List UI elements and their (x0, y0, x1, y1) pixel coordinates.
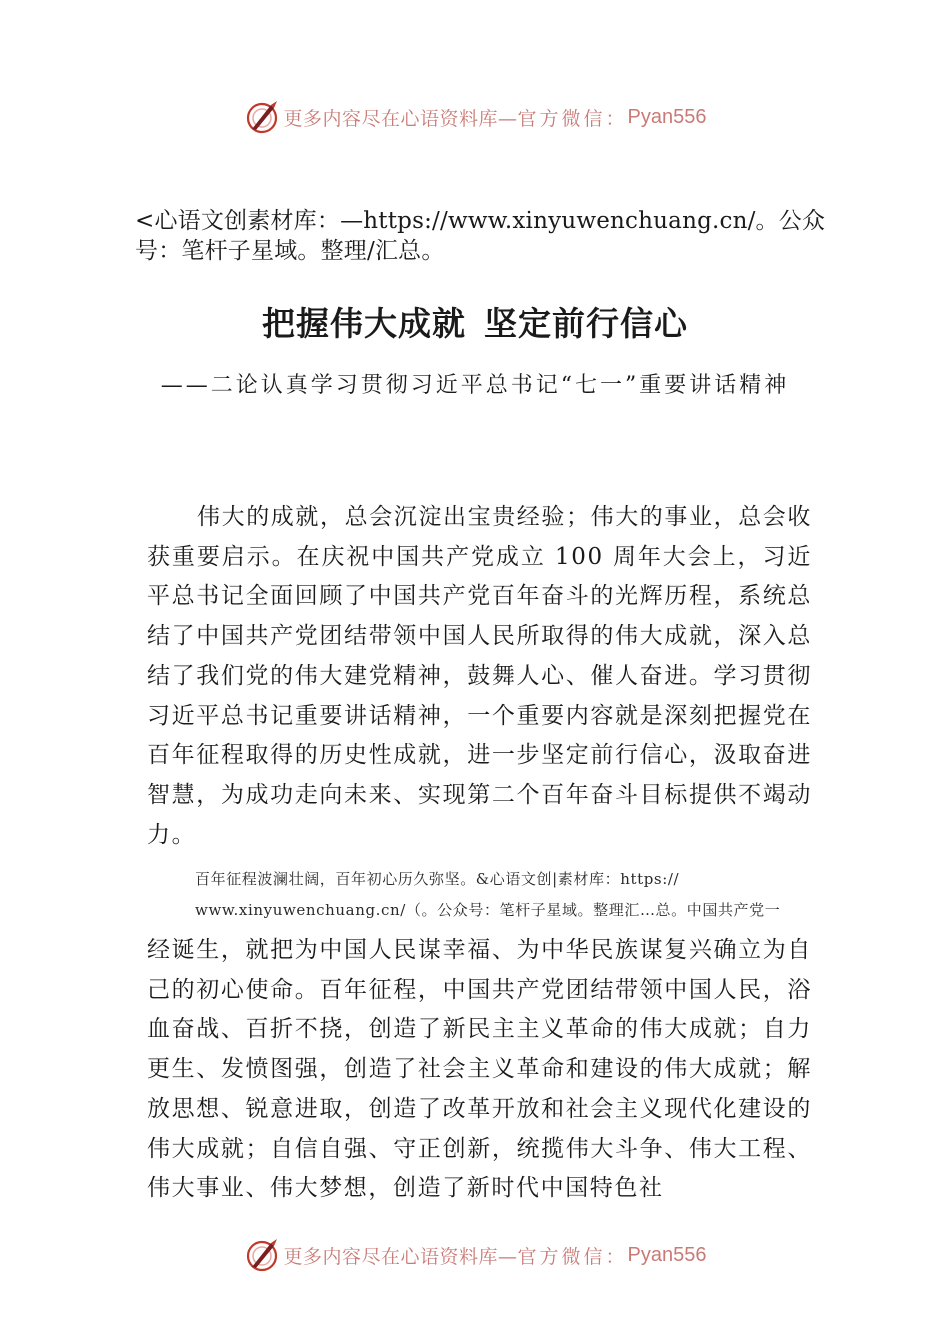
footer-banner (0, 1230, 950, 1280)
banner-wechat-id: Pyan556 (627, 1243, 707, 1266)
title-part-2: 坚定前行信心 (484, 304, 688, 343)
quill-logo-icon (244, 1237, 280, 1273)
source-note: <心语文创素材库：—https://www.xinyuwenchuang.cn/。公众号：笔杆子星域。整理/汇总。 (135, 208, 826, 264)
banner-wechat-label: 官方微信： (517, 1245, 628, 1268)
banner-wechat-label: 官方微信： (517, 107, 628, 130)
watermark-note (195, 864, 835, 926)
banner-text: 更多内容尽在心语资料库— (283, 1245, 518, 1268)
banner-wechat-id: Pyan556 (627, 105, 707, 128)
article-title (0, 298, 950, 345)
banner-text: 更多内容尽在心语资料库— (283, 107, 518, 130)
title-part-1: 把握伟大成就 (262, 304, 466, 343)
watermark-note-line-2: www.xinyuwenchuang.cn/（。公众号：笔杆子星域。整理汇…总。中国共产党一 (195, 901, 781, 919)
watermark-note-line-1: 百年征程波澜壮阔，百年初心历久弥坚。&心语文创|素材库：https:// (195, 870, 680, 888)
quill-logo-icon (244, 99, 280, 135)
body-paragraph-1: 伟大的成就，总会沉淀出宝贵经验；伟大的事业，总会收获重要启示。在庆祝中国共产党成立 100 周年大会上，习近平总书记全面回顾了中国共产党百年奋斗的光辉历程，系统总结了中国共产党团结带领中国人民所取得的伟大成就，深入总结了我们党的伟大建党精神，鼓舞人心、催人奋进。学习贯彻习近平总书记重要讲话精神，一个重要内容就是深刻把握党在百年征程取得的历史性成就，进一步坚定前行信心，汲取奋进智慧，为成功走向未来、实现第二个百年奋斗目标提供不竭动力。 (147, 504, 812, 848)
body-paragraph-2: 经诞生，就把为中国人民谋幸福、为中华民族谋复兴确立为自己的初心使命。百年征程，中国共产党团结带领中国人民，浴血奋战、百折不挠，创造了新民主主义革命的伟大成就；自力更生、发愤图强，创造了社会主义革命和建设的伟大成就；解放思想、锐意进取，创造了改革开放和社会主义现代化建设的伟大成就；自信自强、守正创新，统揽伟大斗争、伟大工程、伟大事业、伟大梦想，创造了新时代中国特色社 (147, 937, 812, 1202)
article-subtitle: ——二论认真学习贯彻习近平总书记“七一”重要讲话精神 (160, 373, 790, 398)
header-banner (0, 92, 950, 142)
